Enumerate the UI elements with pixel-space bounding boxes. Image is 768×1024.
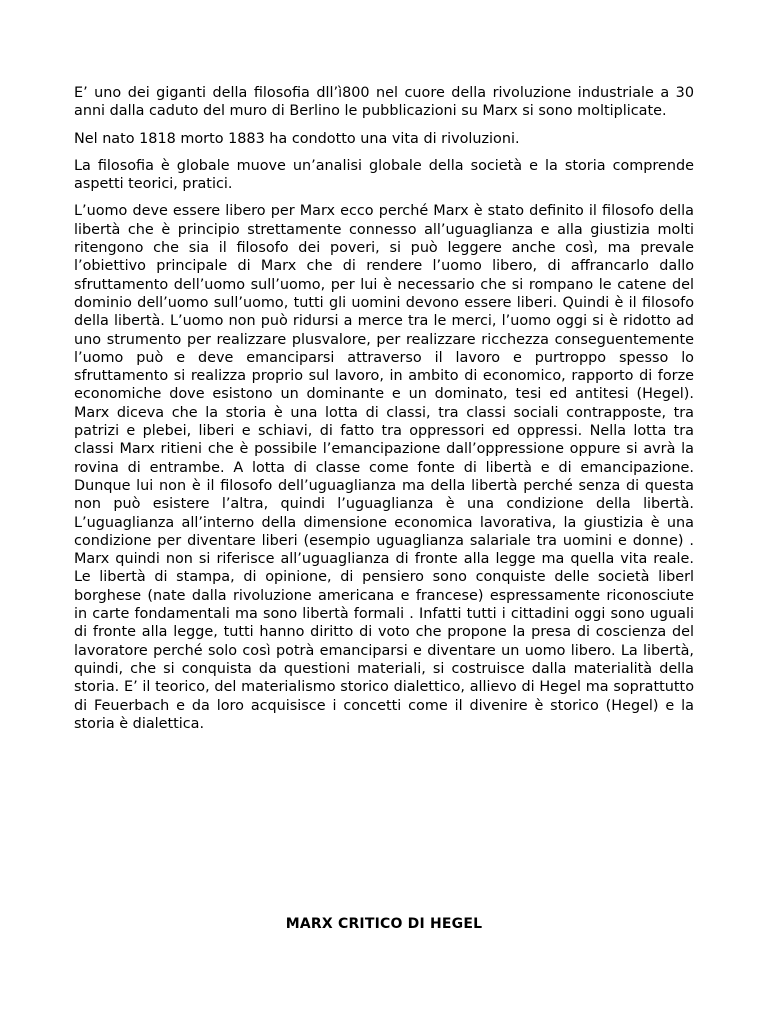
paragraph-intro: E’ uno dei giganti della filosofia dll’ì800 nel cuore della rivoluzione industriale a 30 anni dalla caduto del muro di Berlino le pubblicazioni su Marx si sono moltiplicate.	[74, 85, 694, 120]
document-body	[74, 84, 694, 742]
paragraph-philosophy: La filosofia è globale muove un’analisi globale della società e la storia comprende aspetti teorici, pratici.	[74, 157, 694, 193]
paragraph-freedom: L’uomo deve essere libero per Marx ecco perché Marx è stato definito il filosofo della libertà che è principio strettamente connesso all’uguaglianza e alla giustizia molti ritengono che sia il filosofo dei poveri, si può leggere anche così, ma prevale l’obiettivo principale di Marx che di rendere l’uomo libero, di affrancarlo dallo sfruttamento dell’uomo sull’uomo, per lui è necessario che si rompano le catene del dominio dell’uomo sull’uomo, tutti gli uomini devono essere liberi. Quindi è il filosofo della libertà. L’uomo non può ridursi a merce tra le merci, l’uomo oggi si è ridotto ad uno strumento per realizzare plusvalore, per realizzare ricchezza conseguentemente l’uomo può e deve emanciparsi attraverso il lavoro e purtroppo spesso lo sfruttamento si realizza proprio sul lavoro, in ambito di economico, rapporto di forze economiche dove esistono un dominante e un dominato, tesi ed antitesi (Hegel). Marx diceva che la storia è una lotta di classi, tra classi sociali contrapposte, tra patrizi e plebei, liberi e schiavi, di fatto tra oppressori ed oppressi. Nella lotta tra classi Marx ritieni che è possibile l’emancipazione dall’oppressione oppure si avrà la rovina di entrambe. A lotta di classe come fonte di libertà e di emancipazione. Dunque lui non è il filosofo dell’uguaglianza ma della libertà perché senza di questa non può esistere l’altra, quindi l’uguaglianza è una condizione della libertà. L’uguaglianza all’interno della dimensione economica lavorativa, la giustizia è una condizione per diventare liberi (esempio uguaglianza salariale tra uomini e donne) . Marx quindi non si riferisce all’uguaglianza di fronte alla legge ma quella vita reale. Le libertà di stampa, di opinione, di pensiero sono conquiste delle società liberl borghese (nate dalla rivoluzione americana e francese) espressamente riconosciute in carte fondamentali ma sono libertà formali . Infatti tutti i cittadini oggi sono uguali di fronte alla legge, tutti hanno diritto di voto che propone la presa di coscienza del lavoratore perché solo così potrà emanciparsi e diventare un uomo libero. La libertà, quindi, che si conquista da questioni materiali, si costruisce dalla materialità della storia. E’ il teorico, del materialismo storico dialettico, allievo di Hegel ma soprattutto di Feuerbach e da loro acquisisce i concetti come il divenire è storico (Hegel) e la storia è dialettica.	[74, 203, 694, 732]
paragraph-biography: Nel nato 1818 morto 1883 ha condotto una vita di rivoluzioni.	[74, 130, 520, 147]
section-heading: MARX CRITICO DI HEGEL	[285, 916, 483, 932]
